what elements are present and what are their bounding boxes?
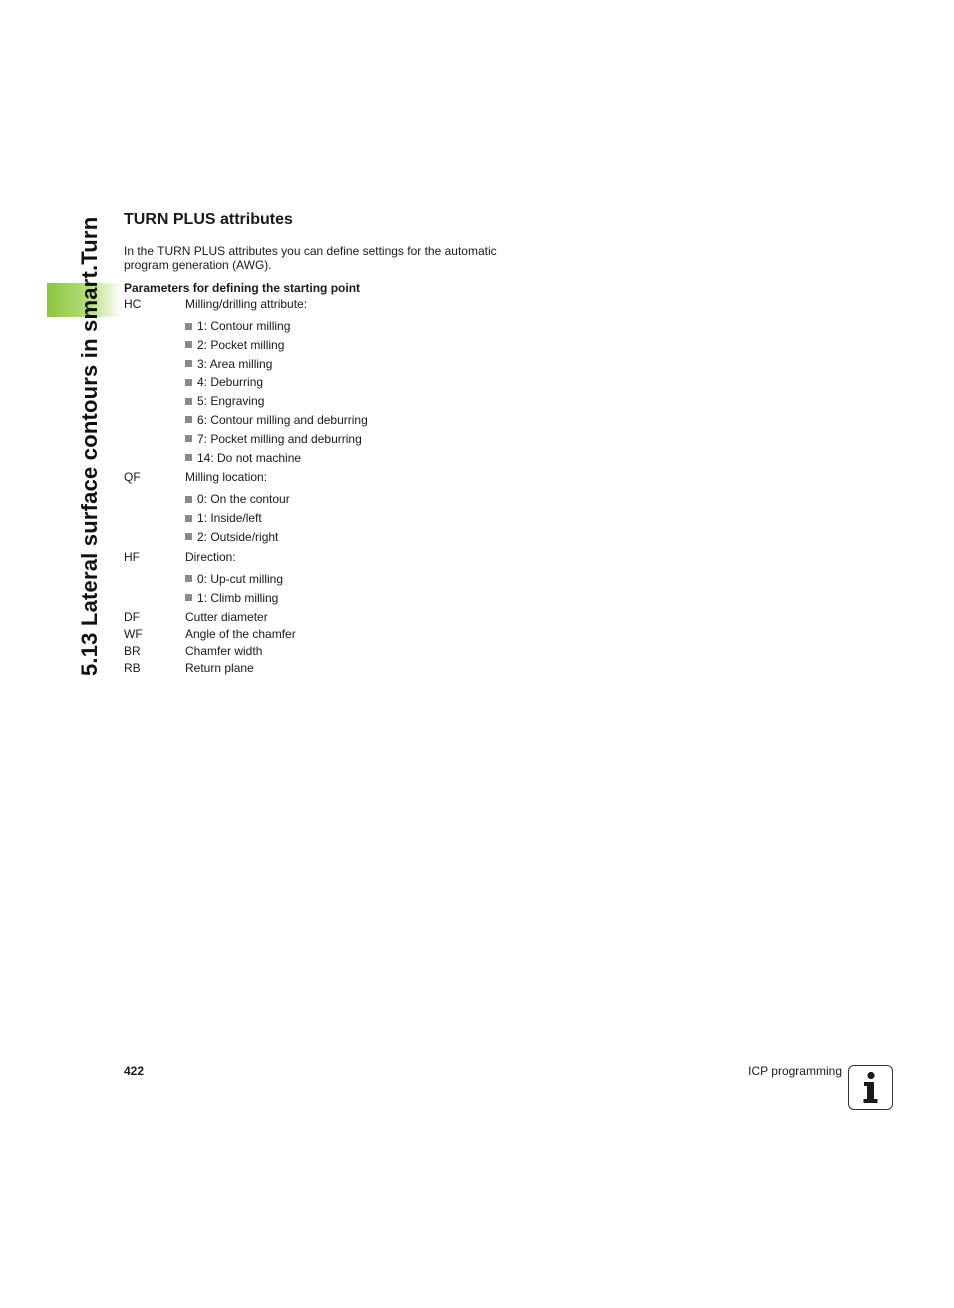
- bullet-square-icon: [185, 435, 192, 442]
- subheading: Parameters for defining the starting point: [124, 281, 361, 295]
- param-code: HF: [124, 549, 140, 564]
- param-hc: [124, 296, 544, 313]
- param-code: DF: [124, 610, 140, 625]
- list-item: 2: Pocket milling: [185, 338, 544, 352]
- qf-options: [185, 492, 544, 544]
- bullet-square-icon: [185, 379, 192, 386]
- param-desc: Milling/drilling attribute:: [185, 297, 308, 311]
- param-code: QF: [124, 470, 141, 485]
- footer-chapter: ICP programming: [748, 1064, 842, 1078]
- param-code: WF: [124, 627, 143, 642]
- hc-options: [185, 319, 544, 465]
- list-item: 1: Contour milling: [185, 319, 544, 333]
- page-number: 422: [124, 1064, 145, 1078]
- list-item: 0: On the contour: [185, 492, 544, 506]
- param-code: BR: [124, 644, 141, 659]
- list-item: 3: Area milling: [185, 357, 544, 371]
- chapter-side-title: 5.13 Lateral surface contours in smart.Turn: [77, 216, 102, 676]
- bullet-square-icon: [185, 533, 192, 540]
- bullet-square-icon: [185, 360, 192, 367]
- param-desc: Chamfer width: [185, 644, 263, 659]
- param-desc: Direction:: [185, 549, 236, 564]
- list-item: 7: Pocket milling and deburring: [185, 432, 544, 446]
- param-rb: [124, 660, 544, 677]
- hf-options: [185, 572, 544, 605]
- param-br: [124, 643, 544, 660]
- param-desc: Milling location:: [185, 470, 268, 485]
- section-title: TURN PLUS attributes: [124, 211, 293, 228]
- bullet-square-icon: [185, 416, 192, 423]
- param-df: [124, 609, 544, 626]
- bullet-square-icon: [185, 575, 192, 582]
- content-area: [124, 208, 544, 677]
- bullet-square-icon: [185, 323, 192, 330]
- list-item: 2: Outside/right: [185, 530, 544, 544]
- param-desc: Cutter diameter: [185, 610, 268, 625]
- bullet-square-icon: [185, 594, 192, 601]
- intro-text: In the TURN PLUS attributes you can define settings for the automatic program generation (AWG).: [124, 244, 497, 272]
- list-item: 1: Climb milling: [185, 591, 544, 605]
- bullet-square-icon: [185, 398, 192, 405]
- bullet-square-icon: [185, 341, 192, 348]
- param-code: HC: [124, 297, 142, 311]
- list-item: 1: Inside/left: [185, 511, 544, 525]
- list-item: 4: Deburring: [185, 375, 544, 389]
- param-wf: [124, 626, 544, 643]
- param-qf: [124, 469, 544, 486]
- param-desc: Angle of the chamfer: [185, 627, 296, 642]
- list-item: 5: Engraving: [185, 394, 544, 408]
- bullet-square-icon: [185, 454, 192, 461]
- info-icon: [848, 1065, 893, 1110]
- bullet-square-icon: [185, 496, 192, 503]
- list-item: 0: Up-cut milling: [185, 572, 544, 586]
- bullet-square-icon: [185, 515, 192, 522]
- param-hf: [124, 549, 544, 566]
- list-item: 14: Do not machine: [185, 451, 544, 465]
- param-code: RB: [124, 661, 141, 676]
- param-desc: Return plane: [185, 661, 254, 676]
- list-item: 6: Contour milling and deburring: [185, 413, 544, 427]
